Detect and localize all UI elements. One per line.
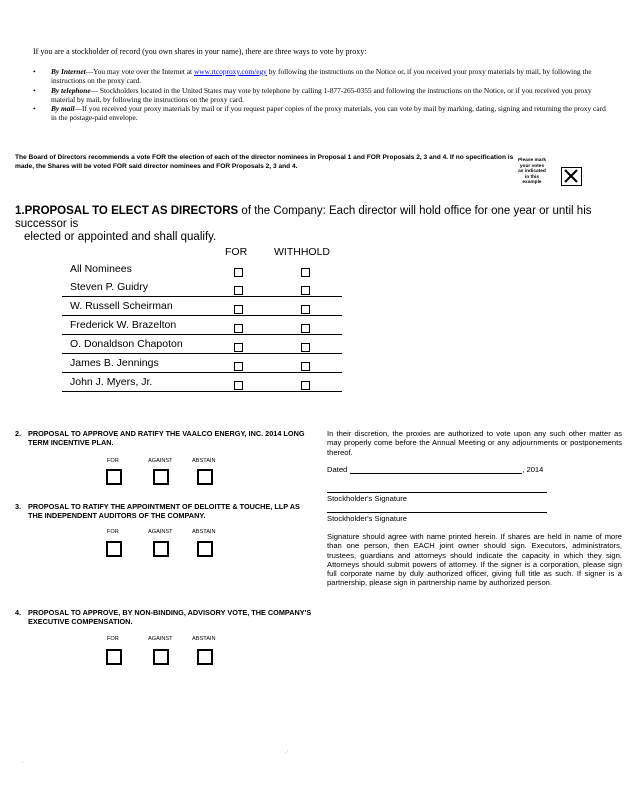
method-label: By mail	[51, 104, 75, 114]
proposal-number: 3.	[15, 502, 22, 511]
proposal-4-abstain-checkbox[interactable]	[197, 649, 213, 665]
nominee-name: W. Russell Scheirman	[70, 300, 173, 312]
method-text: —You may vote over the Internet at	[85, 67, 194, 76]
vote-label-for: FOR	[107, 636, 119, 642]
method-text: — Stockholders located in the United States may vote by telephone by calling 1-877-265-0355 and following the instructions on the Notice, or if you received you proxy material by mail, by following the instructions on the proxy card.	[51, 85, 592, 104]
voting-methods-list	[33, 67, 613, 123]
nominee-name: James B. Jennings	[70, 357, 159, 369]
list-item	[33, 67, 613, 86]
proposal-4-for-checkbox[interactable]	[106, 649, 122, 665]
bullet-marker: •	[33, 67, 36, 76]
proxy-website-link[interactable]: www.rtcoproxy.com/egy	[193, 67, 267, 76]
nominee-name: Steven P. Guidry	[70, 281, 149, 293]
footer-mark: . '	[285, 749, 288, 754]
withhold-checkbox[interactable]	[301, 286, 310, 295]
for-checkbox[interactable]	[234, 286, 243, 295]
proposal-2-for-checkbox[interactable]	[106, 469, 122, 485]
proposal-3-abstain-checkbox[interactable]	[197, 541, 213, 557]
vote-label-for: FOR	[107, 529, 119, 535]
mark-example-note: Please mark your votes as indicated in this example	[517, 158, 546, 186]
signature-line-1[interactable]	[327, 492, 547, 493]
proposal-desc: of the Company: Each director will hold office for one year or until his successor is	[15, 205, 592, 230]
withhold-checkbox[interactable]	[301, 305, 310, 314]
column-header-for: FOR	[225, 246, 248, 258]
vote-label-abstain: ABSTAIN	[192, 636, 216, 642]
proposal-3-against-checkbox[interactable]	[153, 541, 169, 557]
for-checkbox[interactable]	[234, 324, 243, 333]
nominee-name: Frederick W. Brazelton	[70, 319, 177, 331]
for-checkbox[interactable]	[234, 305, 243, 314]
proposal-1-heading	[15, 205, 615, 244]
vote-label-against: AGAINST	[148, 458, 173, 464]
proposal-2-abstain-checkbox[interactable]	[197, 469, 213, 485]
proposal-text: PROPOSAL TO RATIFY THE APPOINTMENT OF DELOITTE & TOUCHE, LLP AS THE INDEPENDENT AUDITORS OF THE COMPANY.	[28, 502, 300, 520]
proposal-3	[15, 502, 315, 520]
signature-label-1: Stockholder's Signature	[327, 494, 407, 503]
vote-label-against: AGAINST	[148, 636, 173, 642]
table-row	[62, 316, 342, 335]
withhold-checkbox[interactable]	[301, 362, 310, 371]
proposal-title: PROPOSAL TO ELECT AS DIRECTORS	[24, 205, 239, 217]
proposal-2	[15, 429, 315, 447]
dated-row	[327, 465, 543, 474]
vote-label-against: AGAINST	[148, 529, 173, 535]
column-header-withhold: WITHHOLD	[274, 246, 330, 258]
table-row	[62, 373, 342, 392]
table-row	[62, 297, 342, 316]
for-checkbox[interactable]	[234, 362, 243, 371]
dated-label: Dated	[327, 465, 348, 474]
withhold-checkbox[interactable]	[301, 324, 310, 333]
proposal-text: PROPOSAL TO APPROVE, BY NON-BINDING, ADVISORY VOTE, THE COMPANY'S EXECUTIVE COMPENSATION.	[28, 608, 312, 626]
signature-label-2: Stockholder's Signature	[327, 514, 407, 523]
nominee-name: All Nominees	[70, 263, 132, 275]
table-row	[62, 335, 342, 354]
intro-text: If you are a stockholder of record (you own shares in your name), there are three ways to vote by proxy:	[33, 47, 367, 56]
list-item	[33, 104, 613, 123]
withhold-checkbox[interactable]	[301, 268, 310, 277]
discretion-text: In their discretion, the proxies are authorized to vote upon any such other matter as may properly come before the Annual Meeting or any adjournments or postponements thereof.	[327, 429, 622, 457]
proposal-number: 4.	[15, 608, 22, 617]
proposal-desc-cont: elected or appointed and shall qualify.	[24, 231, 217, 243]
date-field[interactable]	[350, 465, 522, 474]
withhold-checkbox[interactable]	[301, 343, 310, 352]
signature-line-2[interactable]	[327, 512, 547, 513]
proposal-4-against-checkbox[interactable]	[153, 649, 169, 665]
bullet-marker: •	[33, 104, 36, 114]
vote-label-abstain: ABSTAIN	[192, 529, 216, 535]
withhold-checkbox[interactable]	[301, 381, 310, 390]
nominee-name: O. Donaldson Chapoton	[70, 338, 183, 350]
proposal-3-for-checkbox[interactable]	[106, 541, 122, 557]
proposal-number: 2.	[15, 429, 22, 438]
for-checkbox[interactable]	[234, 343, 243, 352]
method-text: —If you received your proxy materials by mail or if you request paper copies of the proxy materials, you can vote by mail by marking, dating, signing and returning the proxy card in the postage-paid envelope.	[51, 104, 606, 123]
method-label: By telephone	[51, 85, 91, 95]
nominee-name: John J. Myers, Jr.	[70, 376, 153, 388]
method-text-cont: by following the instructions on the Notice or, if you received your proxy materials by mail, by following the instructions on the proxy card.	[51, 67, 592, 86]
example-mark-x-icon	[561, 167, 582, 186]
footer-mark: ,	[22, 758, 24, 763]
proposal-number: 1.	[15, 205, 25, 217]
for-checkbox[interactable]	[234, 268, 243, 277]
table-row	[62, 278, 342, 297]
proposal-text: PROPOSAL TO APPROVE AND RATIFY THE VAALCO ENERGY, INC. 2014 LONG TERM INCENTIVE PLAN.	[28, 429, 305, 447]
signature-instructions: Signature should agree with name printed herein. If shares are held in name of more than one person, then EACH joint owner should sign. Executors, administrators, trustees, guardians and attorneys should indicate the capacity in which they sign. Attorneys should submit powers of attorney. If the signer is a corporation, please sign full corporate name by duly authorized officer, giving full title as such. If signer is a partnership, please sign in partnership name by authorized person.	[327, 532, 622, 588]
method-label: By Internet	[51, 67, 86, 76]
vote-label-abstain: ABSTAIN	[192, 458, 216, 464]
proposal-2-against-checkbox[interactable]	[153, 469, 169, 485]
list-item	[33, 86, 613, 105]
table-row	[62, 354, 342, 373]
table-row	[62, 260, 342, 278]
for-checkbox[interactable]	[234, 381, 243, 390]
nominee-table	[62, 260, 342, 392]
proposal-4	[15, 608, 315, 626]
bullet-marker: •	[33, 85, 36, 95]
dated-year: , 2014	[522, 465, 544, 474]
vote-label-for: FOR	[107, 458, 119, 464]
board-recommendation: The Board of Directors recommends a vote FOR the election of each of the director nominees in Proposal 1 and FOR Proposals 2, 3 and 4. If no specification is made, the Shares will be voted FOR said director nominees and FOR Proposals 2, 3 and 4.	[15, 154, 514, 170]
